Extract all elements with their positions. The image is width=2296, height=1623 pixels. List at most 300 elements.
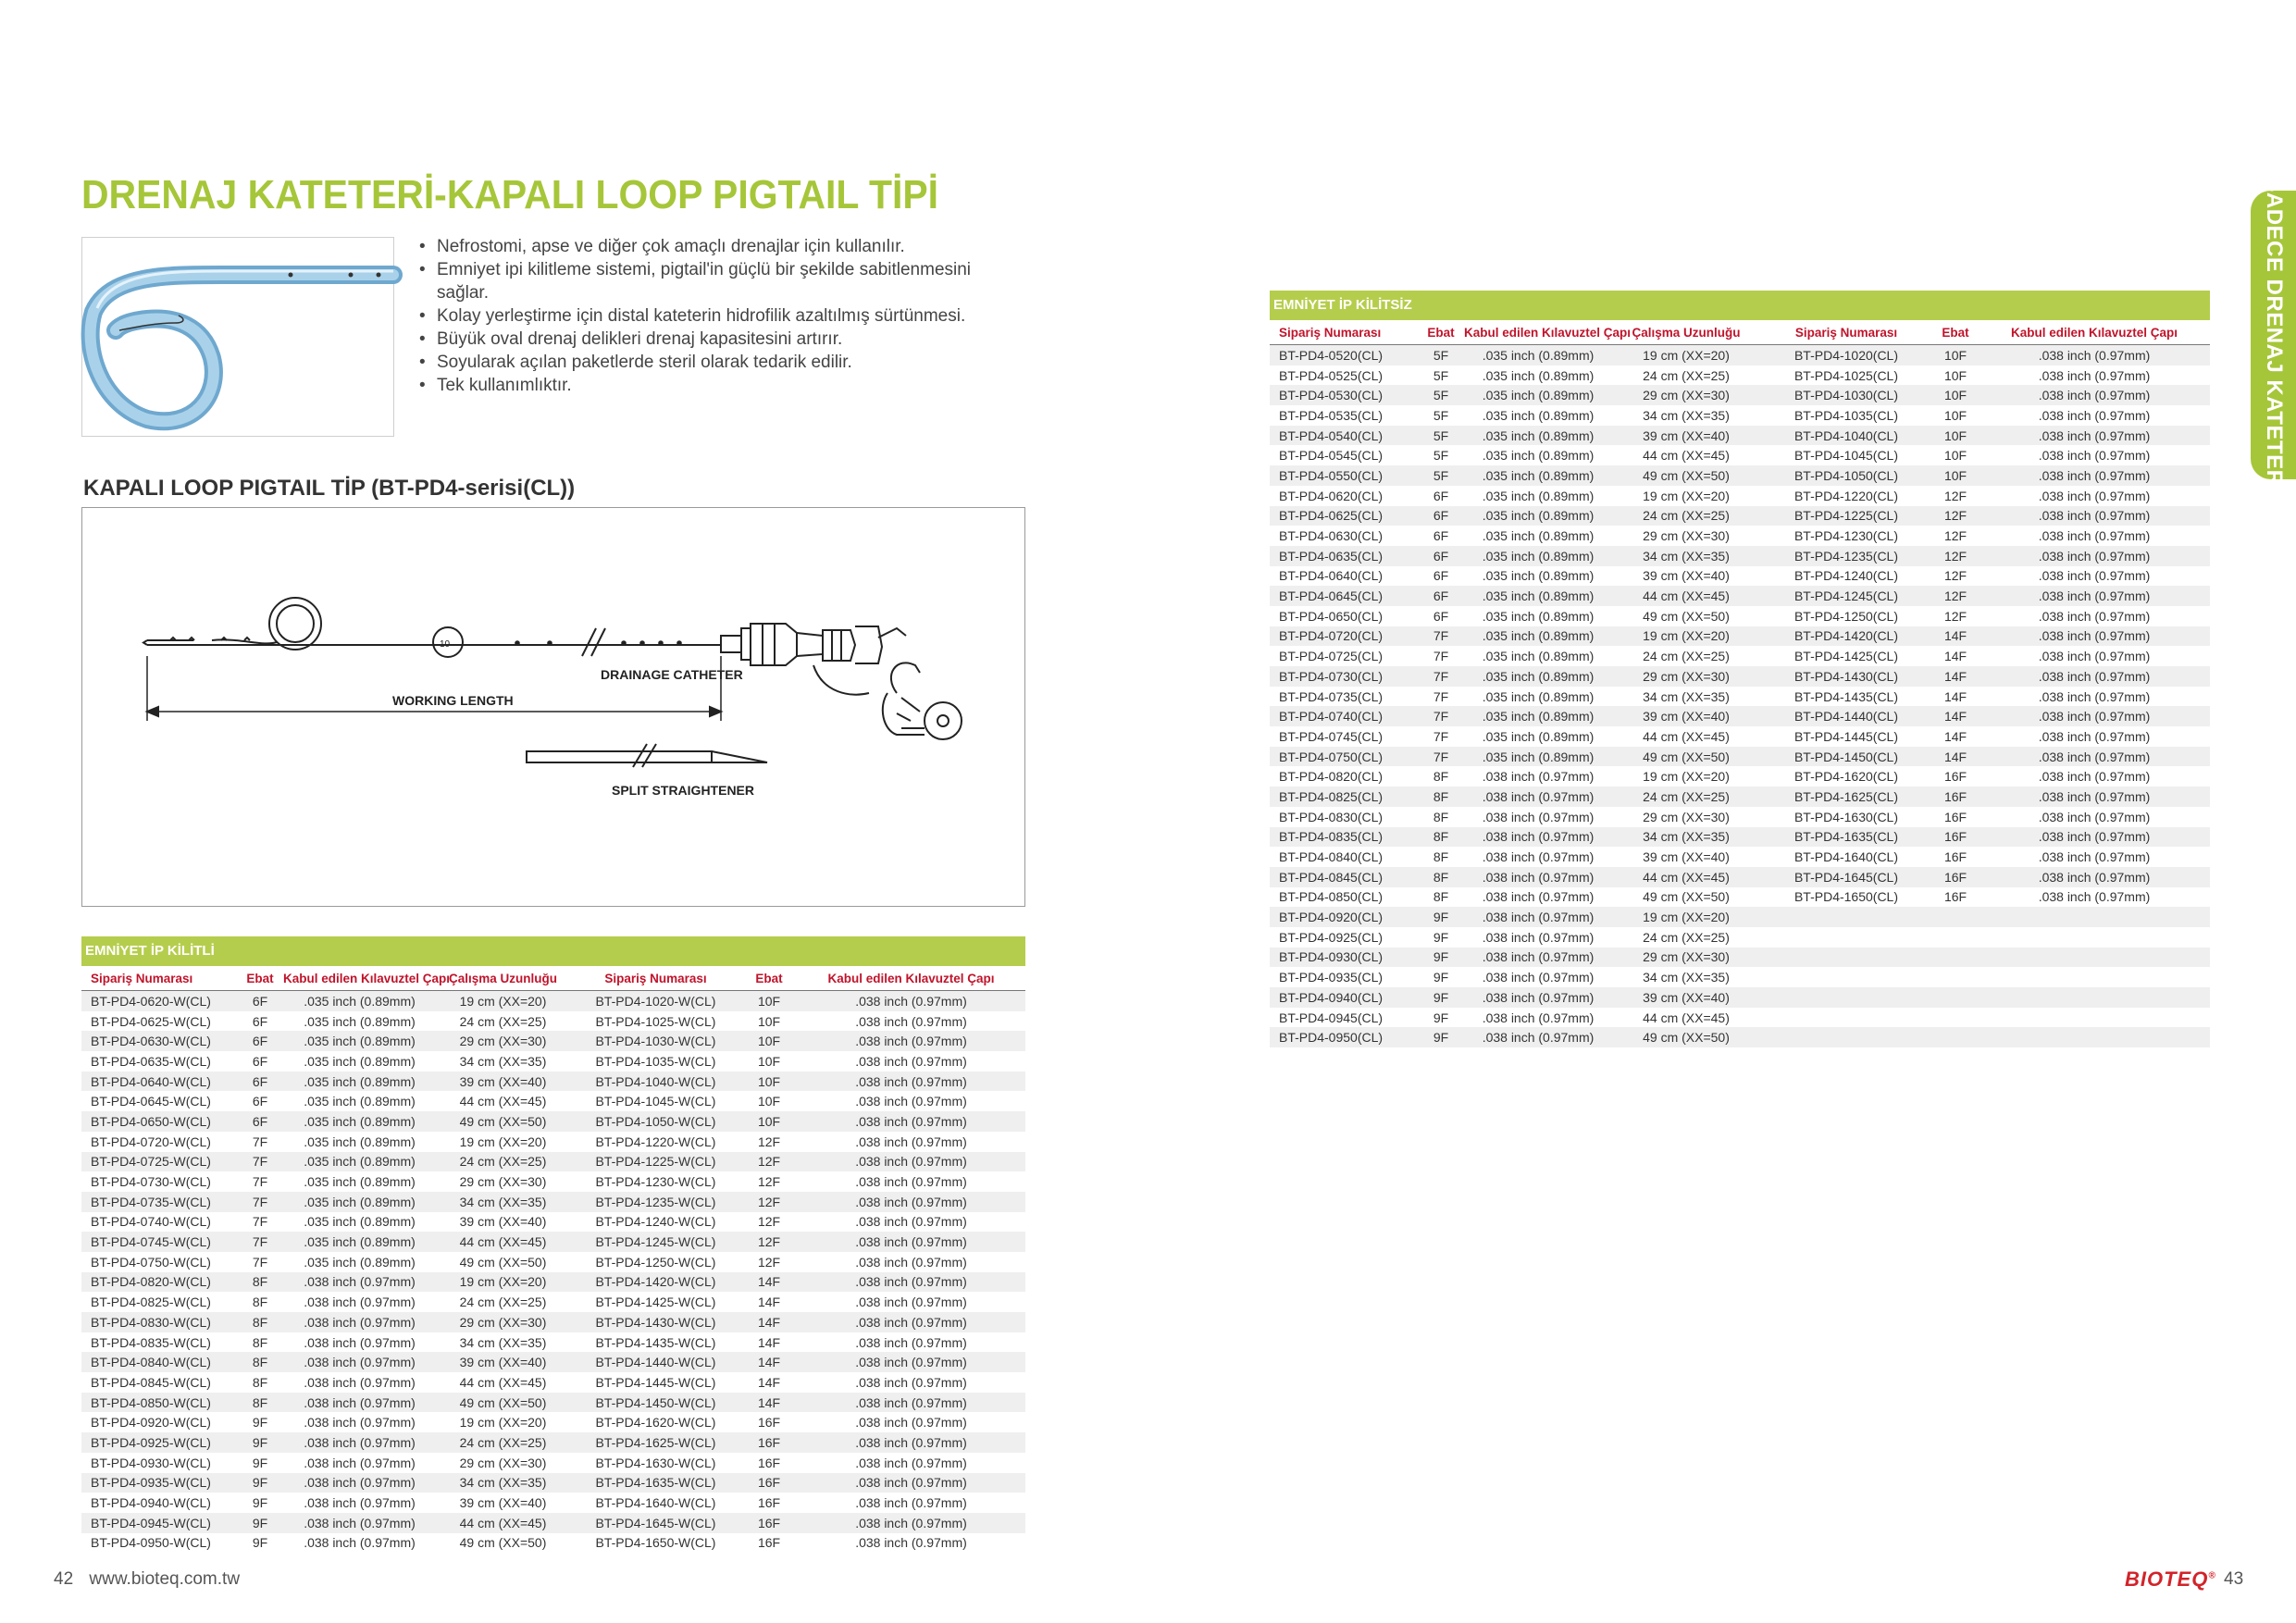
cell-size-2: 14F (1943, 649, 1967, 664)
cell-length: 49 cm (XX=50) (1612, 1027, 1760, 1047)
cell-guidewire-2 (1979, 1008, 2210, 1028)
cell-size-2: 14F (1932, 706, 1979, 726)
cell-length: 49 cm (XX=50) (436, 1111, 570, 1132)
cell-size-2: 14F (741, 1272, 797, 1293)
feature-item: • Nefrostomi, apse ve diğer çok amaçlı drenajlar için kullanılır. (416, 235, 1027, 258)
cell-size: 9F (1418, 1027, 1464, 1047)
cell-size: 6F (252, 1094, 268, 1109)
cell-order-number-2: BT-PD4-1240(CL) (1793, 568, 1899, 584)
cell-length: 39 cm (XX=40) (1643, 849, 1730, 865)
cell-size: 5F (1433, 367, 1449, 383)
cell-guidewire: .038 inch (0.97mm) (283, 1312, 436, 1332)
cell-guidewire: .038 inch (0.97mm) (304, 1455, 416, 1470)
cell-size-2 (1932, 967, 1979, 987)
page-number-left: 42 (54, 1569, 74, 1589)
cell-order-number: BT-PD4-0745-W(CL) (81, 1232, 237, 1252)
cell-guidewire: .038 inch (0.97mm) (1464, 907, 1612, 927)
cell-size: 9F (237, 1513, 283, 1533)
cell-guidewire: .035 inch (0.89mm) (1464, 426, 1612, 446)
cell-size-2: 16F (757, 1415, 781, 1431)
cell-guidewire-2: .038 inch (0.97mm) (855, 1415, 967, 1431)
cell-guidewire: .035 inch (0.89mm) (1464, 626, 1612, 647)
cell-size-2: 10F (1932, 385, 1979, 405)
table-row (1270, 967, 2210, 987)
cell-order-number: BT-PD4-0935(CL) (1279, 970, 1384, 985)
cell-guidewire: .038 inch (0.97mm) (304, 1415, 416, 1431)
cell-size-2: 10F (1943, 407, 1967, 423)
cell-guidewire: .038 inch (0.97mm) (1464, 948, 1612, 968)
cell-size-2: 10F (741, 991, 797, 1011)
cell-size-2: 14F (1932, 626, 1979, 647)
cell-guidewire: .038 inch (0.97mm) (304, 1295, 416, 1310)
table-row (81, 1432, 1025, 1453)
feature-item: • Büyük oval drenaj delikleri drenaj kapasitesini artırır. (416, 328, 1027, 351)
cell-size-2: 10F (741, 1072, 797, 1092)
cell-size-2: 16F (1943, 769, 1967, 785)
cell-order-number-2: BT-PD4-1635(CL) (1760, 827, 1932, 848)
cell-size: 8F (237, 1393, 283, 1413)
cell-guidewire-2: .038 inch (0.97mm) (2038, 367, 2151, 383)
cell-size: 6F (252, 1013, 268, 1029)
table-row (81, 1372, 1025, 1393)
cell-size-2: 16F (757, 1455, 781, 1470)
cell-order-number: BT-PD4-0840(CL) (1279, 849, 1384, 865)
cell-order-number: BT-PD4-0740(CL) (1270, 706, 1418, 726)
cell-order-number-2: BT-PD4-1030-W(CL) (570, 1031, 741, 1051)
cell-guidewire-2: .038 inch (0.97mm) (797, 1352, 1025, 1372)
cell-order-number-2: BT-PD4-1220(CL) (1793, 488, 1899, 503)
table-row (1270, 526, 2210, 546)
cell-order-number: BT-PD4-0645-W(CL) (91, 1094, 211, 1109)
cell-order-number: BT-PD4-0530(CL) (1270, 385, 1418, 405)
cell-order-number-2: BT-PD4-1235(CL) (1760, 546, 1932, 566)
cell-guidewire-2: .038 inch (0.97mm) (797, 1232, 1025, 1252)
cell-size-2: 12F (1932, 586, 1979, 606)
cell-guidewire: .035 inch (0.89mm) (304, 1053, 416, 1069)
cell-order-number: BT-PD4-0850-W(CL) (81, 1393, 237, 1413)
feature-item: • Kolay yerleştirme için distal kateterin hidrofilik azaltılmış sürtünmesi. (416, 304, 1027, 328)
unlocked-product-table (1270, 291, 2210, 1047)
cell-size: 7F (1418, 706, 1464, 726)
cell-guidewire-2: .038 inch (0.97mm) (855, 1334, 967, 1350)
cell-size: 6F (1418, 506, 1464, 527)
cell-length: 44 cm (XX=45) (436, 1232, 570, 1252)
cell-size-2: 14F (757, 1334, 781, 1350)
split-straightener-label: SPLIT STRAIGHTENER (612, 783, 755, 798)
cell-size: 9F (237, 1432, 283, 1453)
cell-size-2: 12F (1943, 608, 1967, 624)
cell-guidewire-2: .038 inch (0.97mm) (1979, 345, 2210, 365)
table-row (1270, 506, 2210, 527)
cell-length: 39 cm (XX=40) (1612, 987, 1760, 1008)
cell-size: 6F (1418, 586, 1464, 606)
cell-order-number-2 (1760, 987, 1932, 1008)
cell-guidewire: .038 inch (0.97mm) (1464, 867, 1612, 887)
cell-length: 19 cm (XX=20) (1612, 907, 1760, 927)
cell-guidewire: .038 inch (0.97mm) (283, 1272, 436, 1293)
col-header-order-number: Sipariş Numarası (1279, 325, 1382, 340)
registered-mark: ® (2208, 1570, 2216, 1581)
cell-size-2: 12F (1943, 528, 1967, 544)
table-row (81, 1232, 1025, 1252)
table-row (1270, 566, 2210, 587)
cell-order-number: BT-PD4-0640-W(CL) (81, 1072, 237, 1092)
cell-order-number-2: BT-PD4-1025-W(CL) (595, 1013, 716, 1029)
cell-guidewire: .035 inch (0.89mm) (1482, 568, 1595, 584)
cell-size: 9F (1418, 948, 1464, 968)
cell-guidewire-2: .038 inch (0.97mm) (2038, 809, 2151, 824)
cell-guidewire-2: .038 inch (0.97mm) (855, 1013, 967, 1029)
cell-guidewire: .035 inch (0.89mm) (1482, 608, 1595, 624)
col-header-length: Çalışma Uzunluğu (448, 971, 557, 985)
cell-guidewire-2: .038 inch (0.97mm) (797, 1272, 1025, 1293)
cell-size-2 (1932, 1027, 1979, 1047)
table-row (81, 1152, 1025, 1172)
cell-size-2: 10F (1932, 426, 1979, 446)
table-row (1270, 987, 2210, 1008)
cell-length: 44 cm (XX=45) (459, 1374, 547, 1390)
cell-guidewire: .038 inch (0.97mm) (283, 1432, 436, 1453)
cell-length: 24 cm (XX=25) (459, 1295, 547, 1310)
cell-order-number-2: BT-PD4-1630-W(CL) (595, 1455, 716, 1470)
table-row (1270, 1008, 2210, 1028)
cell-size-2: 14F (1932, 666, 1979, 687)
cell-order-number: BT-PD4-0725(CL) (1279, 649, 1384, 664)
cell-order-number-2: BT-PD4-1640-W(CL) (595, 1495, 716, 1511)
cell-size-2: 16F (1943, 889, 1967, 905)
cell-order-number: BT-PD4-0945(CL) (1279, 1010, 1384, 1025)
cell-guidewire: .035 inch (0.89mm) (1464, 345, 1612, 365)
cell-order-number-2: BT-PD4-1020(CL) (1760, 345, 1932, 365)
cell-guidewire: .035 inch (0.89mm) (304, 1214, 416, 1230)
cell-order-number: BT-PD4-0735-W(CL) (81, 1192, 237, 1212)
cell-guidewire: .035 inch (0.89mm) (304, 1094, 416, 1109)
cell-order-number: BT-PD4-0845(CL) (1270, 867, 1418, 887)
cell-size: 9F (252, 1455, 268, 1470)
cell-guidewire: .035 inch (0.89mm) (304, 1013, 416, 1029)
cell-size: 9F (1433, 970, 1449, 985)
cell-size-2: 10F (757, 1094, 781, 1109)
cell-size-2: 14F (757, 1295, 781, 1310)
cell-length: 49 cm (XX=50) (1612, 747, 1760, 767)
cell-size: 7F (1433, 688, 1449, 704)
cell-length: 24 cm (XX=25) (1643, 367, 1730, 383)
cell-size: 5F (1418, 345, 1464, 365)
table-row (1270, 606, 2210, 626)
cell-guidewire: .035 inch (0.89mm) (304, 1174, 416, 1190)
cell-order-number: BT-PD4-0540(CL) (1270, 426, 1418, 446)
cell-order-number-2: BT-PD4-1035-W(CL) (595, 1053, 716, 1069)
cell-guidewire: .035 inch (0.89mm) (1464, 546, 1612, 566)
table-row (1270, 867, 2210, 887)
cell-size: 9F (252, 1535, 268, 1551)
cell-guidewire-2: .038 inch (0.97mm) (1979, 787, 2210, 807)
cell-guidewire-2: .038 inch (0.97mm) (855, 1214, 967, 1230)
cell-size-2: 12F (1943, 568, 1967, 584)
col-header-size-2: Ebat (755, 971, 783, 985)
cell-order-number-2 (1760, 1027, 1932, 1047)
cell-guidewire-2: .038 inch (0.97mm) (855, 1174, 967, 1190)
table-row (1270, 706, 2210, 726)
cell-size-2: 10F (757, 1053, 781, 1069)
cell-guidewire: .035 inch (0.89mm) (1482, 407, 1595, 423)
cell-order-number: BT-PD4-0925(CL) (1279, 929, 1384, 945)
cell-size: 6F (1433, 568, 1449, 584)
cell-length: 29 cm (XX=30) (1612, 666, 1760, 687)
cell-guidewire: .035 inch (0.89mm) (1482, 367, 1595, 383)
pigtail-catheter-illustration (82, 238, 393, 436)
cell-size-2: 10F (1943, 448, 1967, 464)
cell-length: 19 cm (XX=20) (1612, 345, 1760, 365)
cell-length: 44 cm (XX=45) (1643, 728, 1730, 744)
website-link[interactable]: www.bioteq.com.tw (89, 1569, 241, 1589)
cell-size-2: 14F (1932, 747, 1979, 767)
cell-length: 49 cm (XX=50) (1612, 465, 1760, 486)
cell-size: 8F (1418, 787, 1464, 807)
cell-size: 5F (1418, 465, 1464, 486)
table-row (1270, 486, 2210, 506)
cell-size-2: 16F (1932, 787, 1979, 807)
table-row (81, 1051, 1025, 1072)
cell-size-2 (1932, 948, 1979, 968)
cell-guidewire-2: .038 inch (0.97mm) (855, 1094, 967, 1109)
cell-order-number-2: BT-PD4-1650-W(CL) (595, 1535, 716, 1551)
cell-size: 7F (1418, 666, 1464, 687)
cell-order-number-2: BT-PD4-1050-W(CL) (570, 1111, 741, 1132)
cell-length: 39 cm (XX=40) (459, 1214, 547, 1230)
cell-size: 8F (1418, 827, 1464, 848)
table-row (1270, 927, 2210, 948)
cell-order-number: BT-PD4-0550(CL) (1270, 465, 1418, 486)
cell-length: 44 cm (XX=45) (1643, 1010, 1730, 1025)
cell-size-2: 10F (1943, 367, 1967, 383)
cell-guidewire-2: .038 inch (0.97mm) (855, 1254, 967, 1270)
cell-guidewire-2 (1979, 927, 2210, 948)
cell-guidewire-2: .038 inch (0.97mm) (2038, 769, 2151, 785)
cell-guidewire: .035 inch (0.89mm) (1464, 506, 1612, 527)
table-row (81, 1393, 1025, 1413)
cell-size: 7F (1433, 728, 1449, 744)
cell-order-number: BT-PD4-0625(CL) (1270, 506, 1418, 527)
table-row (81, 1192, 1025, 1212)
table-row (1270, 847, 2210, 867)
cell-length: 24 cm (XX=25) (1643, 929, 1730, 945)
cell-guidewire-2: .038 inch (0.97mm) (855, 1295, 967, 1310)
cell-guidewire: .035 inch (0.89mm) (1482, 488, 1595, 503)
cell-guidewire: .038 inch (0.97mm) (304, 1374, 416, 1390)
cell-length: 29 cm (XX=30) (459, 1174, 547, 1190)
table-row (81, 1031, 1025, 1051)
cell-size-2: 10F (741, 1111, 797, 1132)
cell-order-number: BT-PD4-0720-W(CL) (91, 1134, 211, 1149)
cell-guidewire-2: .038 inch (0.97mm) (855, 1374, 967, 1390)
cell-guidewire-2: .038 inch (0.97mm) (2038, 448, 2151, 464)
cell-order-number: BT-PD4-0520(CL) (1270, 345, 1418, 365)
cell-length: 44 cm (XX=45) (459, 1094, 547, 1109)
cell-size: 6F (252, 1053, 268, 1069)
cell-order-number: BT-PD4-0630-W(CL) (81, 1031, 237, 1051)
cell-order-number-2: BT-PD4-1645-W(CL) (570, 1513, 741, 1533)
cell-size-2: 12F (741, 1232, 797, 1252)
cell-guidewire-2: .038 inch (0.97mm) (855, 1535, 967, 1551)
cell-guidewire: .038 inch (0.97mm) (1482, 970, 1595, 985)
table-row (81, 1312, 1025, 1332)
cell-length: 34 cm (XX=35) (1643, 688, 1730, 704)
cell-size-2: 12F (1943, 488, 1967, 503)
table-row (1270, 766, 2210, 787)
cell-length: 39 cm (XX=40) (1612, 426, 1760, 446)
cell-length: 49 cm (XX=50) (436, 1393, 570, 1413)
cell-size: 7F (237, 1152, 283, 1172)
cell-guidewire-2: .038 inch (0.97mm) (1979, 385, 2210, 405)
table-row (81, 1352, 1025, 1372)
cell-guidewire-2: .038 inch (0.97mm) (797, 1072, 1025, 1092)
cell-guidewire: .035 inch (0.89mm) (283, 1192, 436, 1212)
cell-order-number-2: BT-PD4-1440(CL) (1760, 706, 1932, 726)
table-row (81, 1412, 1025, 1432)
cell-guidewire: .038 inch (0.97mm) (1482, 889, 1595, 905)
cell-size: 6F (1418, 546, 1464, 566)
cell-guidewire: .035 inch (0.89mm) (1464, 706, 1612, 726)
cell-order-number-2: BT-PD4-1650(CL) (1793, 889, 1899, 905)
cell-guidewire-2: .038 inch (0.97mm) (2038, 568, 2151, 584)
cell-size-2: 14F (741, 1393, 797, 1413)
cell-length: 49 cm (XX=50) (1643, 608, 1730, 624)
cell-order-number: BT-PD4-0650(CL) (1279, 608, 1384, 624)
table-row (81, 1091, 1025, 1111)
cell-order-number-2: BT-PD4-1420-W(CL) (570, 1272, 741, 1293)
cell-size-2: 16F (1932, 867, 1979, 887)
cell-order-number-2: BT-PD4-1235-W(CL) (570, 1192, 741, 1212)
cell-guidewire: .035 inch (0.89mm) (1464, 666, 1612, 687)
cell-guidewire: .035 inch (0.89mm) (283, 1232, 436, 1252)
table-row (81, 1533, 1025, 1554)
cell-length: 34 cm (XX=35) (1643, 970, 1730, 985)
table-row (1270, 465, 2210, 486)
col-header-guidewire-2: Kabul edilen Kılavuztel Çapı (2010, 325, 2178, 340)
cell-size-2: 10F (1932, 345, 1979, 365)
cell-length: 29 cm (XX=30) (1612, 385, 1760, 405)
cell-guidewire-2: .038 inch (0.97mm) (1979, 706, 2210, 726)
cell-order-number-2: BT-PD4-1425(CL) (1793, 649, 1899, 664)
table-row (1270, 948, 2210, 968)
cell-size: 9F (1418, 987, 1464, 1008)
cell-order-number-2: BT-PD4-1445-W(CL) (595, 1374, 716, 1390)
feature-item: • Soyularak açılan paketlerde steril olarak tedarik edilir. (416, 351, 1027, 374)
cell-order-number: BT-PD4-0835(CL) (1270, 827, 1418, 848)
cell-size-2: 14F (1943, 688, 1967, 704)
table-row (81, 1072, 1025, 1092)
cell-guidewire-2: .038 inch (0.97mm) (2038, 407, 2151, 423)
technical-drawing (82, 508, 1024, 906)
cell-order-number-2 (1760, 967, 1932, 987)
col-header-order-number-2: Sipariş Numarası (1794, 325, 1898, 340)
cell-guidewire: .035 inch (0.89mm) (1464, 465, 1612, 486)
cell-guidewire: .035 inch (0.89mm) (283, 1031, 436, 1051)
cell-length: 49 cm (XX=50) (459, 1535, 547, 1551)
cell-size: 6F (1433, 608, 1449, 624)
table-row (81, 991, 1025, 1011)
cell-size-2: 12F (757, 1174, 781, 1190)
cell-guidewire: .035 inch (0.89mm) (1464, 586, 1612, 606)
cell-order-number-2: BT-PD4-1430(CL) (1760, 666, 1932, 687)
cell-length: 39 cm (XX=40) (459, 1495, 547, 1511)
cell-size: 5F (1418, 426, 1464, 446)
cell-size-2: 12F (757, 1134, 781, 1149)
cell-order-number: BT-PD4-0830(CL) (1279, 809, 1384, 824)
cell-order-number-2: BT-PD4-1450(CL) (1760, 747, 1932, 767)
cell-size: 6F (237, 991, 283, 1011)
cell-guidewire-2: .038 inch (0.97mm) (1979, 867, 2210, 887)
cell-guidewire: .038 inch (0.97mm) (304, 1334, 416, 1350)
cell-order-number-2 (1760, 948, 1932, 968)
cell-length: 19 cm (XX=20) (1643, 769, 1730, 785)
cell-order-number: BT-PD4-0730-W(CL) (91, 1174, 211, 1190)
cell-order-number: BT-PD4-0935-W(CL) (81, 1473, 237, 1493)
col-header-size: Ebat (246, 971, 274, 985)
cell-guidewire-2: .038 inch (0.97mm) (797, 1312, 1025, 1332)
table-row (81, 1252, 1025, 1272)
table-row (1270, 827, 2210, 848)
cell-order-number: BT-PD4-0825-W(CL) (91, 1295, 211, 1310)
cell-size: 8F (1433, 889, 1449, 905)
cell-order-number: BT-PD4-0720(CL) (1270, 626, 1418, 647)
table-row (1270, 1027, 2210, 1047)
cell-order-number-2: BT-PD4-1050(CL) (1760, 465, 1932, 486)
cell-guidewire: .035 inch (0.89mm) (283, 1111, 436, 1132)
cell-guidewire: .035 inch (0.89mm) (304, 1254, 416, 1270)
cell-guidewire: .035 inch (0.89mm) (1482, 728, 1595, 744)
cell-order-number-2: BT-PD4-1425-W(CL) (595, 1295, 716, 1310)
section-subtitle: KAPALI LOOP PIGTAIL TİP (BT-PD4-serisi(CL)) (83, 476, 576, 501)
cell-length: 44 cm (XX=45) (1612, 867, 1760, 887)
cell-order-number-2: BT-PD4-1225(CL) (1760, 506, 1932, 527)
cell-size-2: 16F (741, 1432, 797, 1453)
cell-order-number-2: BT-PD4-1040(CL) (1760, 426, 1932, 446)
cell-size: 6F (237, 1072, 283, 1092)
cell-order-number: BT-PD4-0625-W(CL) (91, 1013, 211, 1029)
cell-length: 34 cm (XX=35) (459, 1334, 547, 1350)
cell-order-number: BT-PD4-0750(CL) (1270, 747, 1418, 767)
cell-guidewire-2: .038 inch (0.97mm) (855, 1495, 967, 1511)
table-row (1270, 787, 2210, 807)
cell-guidewire-2: .038 inch (0.97mm) (2038, 849, 2151, 865)
cell-order-number-2: BT-PD4-1435-W(CL) (595, 1334, 716, 1350)
cell-order-number: BT-PD4-0735(CL) (1279, 688, 1384, 704)
cell-length: 39 cm (XX=40) (436, 1072, 570, 1092)
cell-size-2: 14F (1943, 728, 1967, 744)
brand-logo (2125, 1567, 2216, 1592)
cell-order-number-2: BT-PD4-1430-W(CL) (570, 1312, 741, 1332)
cell-size: 5F (1433, 448, 1449, 464)
table-row (1270, 546, 2210, 566)
table-row (1270, 807, 2210, 827)
table-row (81, 1493, 1025, 1513)
table-row (81, 1212, 1025, 1233)
cell-guidewire: .035 inch (0.89mm) (1464, 385, 1612, 405)
cell-size: 7F (252, 1134, 268, 1149)
cell-order-number: BT-PD4-0635-W(CL) (91, 1053, 211, 1069)
table-row (81, 1473, 1025, 1493)
cell-order-number-2: BT-PD4-1045-W(CL) (595, 1094, 716, 1109)
cell-order-number: BT-PD4-0850(CL) (1279, 889, 1384, 905)
cell-order-number: BT-PD4-0950-W(CL) (91, 1535, 211, 1551)
cell-guidewire-2: .038 inch (0.97mm) (1979, 506, 2210, 527)
cell-length: 49 cm (XX=50) (459, 1254, 547, 1270)
cell-order-number: BT-PD4-0920(CL) (1270, 907, 1418, 927)
cell-size: 7F (237, 1232, 283, 1252)
feature-item: • Tek kullanımlıktır. (416, 374, 1027, 397)
